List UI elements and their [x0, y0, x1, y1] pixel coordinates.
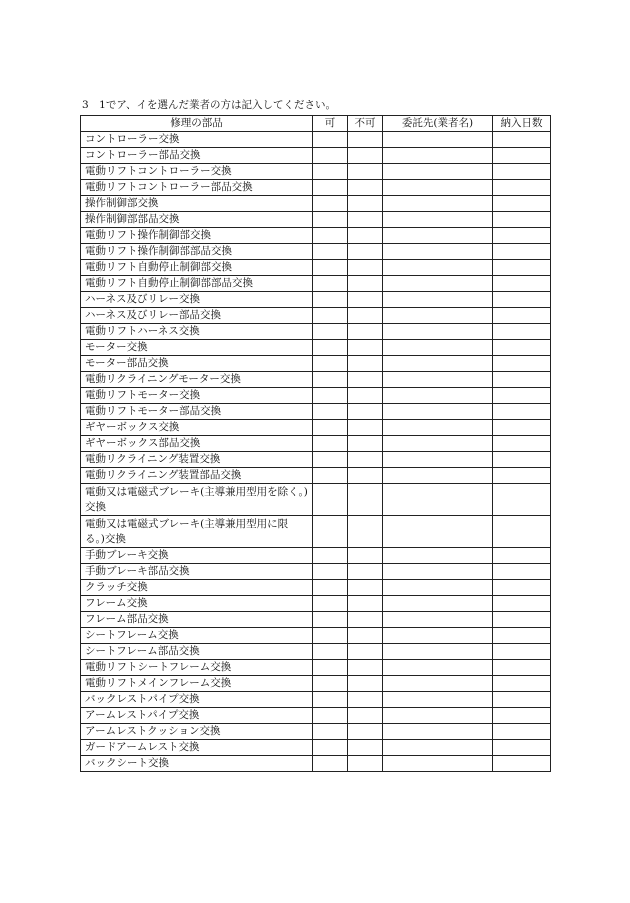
header-row [81, 116, 551, 132]
contractor-cell[interactable] [383, 724, 493, 740]
table-row [81, 676, 551, 692]
table-row [81, 356, 551, 372]
days-cell[interactable] [493, 212, 551, 228]
ng-cell[interactable] [348, 292, 383, 308]
days-cell[interactable] [493, 724, 551, 740]
days-cell[interactable] [493, 612, 551, 628]
ng-cell[interactable] [348, 740, 383, 756]
ng-cell[interactable] [348, 484, 383, 516]
part-name-cell: モーター部品交換 [81, 356, 313, 372]
contractor-cell[interactable] [383, 564, 493, 580]
days-cell[interactable] [493, 292, 551, 308]
table-row [81, 756, 551, 772]
table-row [81, 340, 551, 356]
ok-cell[interactable] [313, 196, 348, 212]
table-row [81, 260, 551, 276]
part-name-cell: 電動リクライニング装置交換 [81, 452, 313, 468]
part-name-cell: 電動リクライニング装置部品交換 [81, 468, 313, 484]
ok-cell[interactable] [313, 180, 348, 196]
ok-cell[interactable] [313, 404, 348, 420]
days-cell[interactable] [493, 420, 551, 436]
table-row [81, 612, 551, 628]
part-name-cell: 電動リフト自動停止制御部交換 [81, 260, 313, 276]
ng-cell[interactable] [348, 132, 383, 148]
days-cell[interactable] [493, 708, 551, 724]
ok-cell[interactable] [313, 356, 348, 372]
ng-cell[interactable] [348, 612, 383, 628]
ok-cell[interactable] [313, 484, 348, 516]
ng-cell[interactable] [348, 372, 383, 388]
contractor-cell[interactable] [383, 708, 493, 724]
ok-cell[interactable] [313, 260, 348, 276]
part-name-cell: 電動リフトハーネス交換 [81, 324, 313, 340]
ok-cell[interactable] [313, 676, 348, 692]
ok-cell[interactable] [313, 388, 348, 404]
days-cell[interactable] [493, 164, 551, 180]
contractor-cell[interactable] [383, 628, 493, 644]
table-row [81, 196, 551, 212]
col-header-ok: 可 [313, 116, 348, 132]
ng-cell[interactable] [348, 212, 383, 228]
contractor-cell[interactable] [383, 260, 493, 276]
days-cell[interactable] [493, 244, 551, 260]
days-cell[interactable] [493, 484, 551, 516]
ok-cell[interactable] [313, 692, 348, 708]
ng-cell[interactable] [348, 324, 383, 340]
contractor-cell[interactable] [383, 132, 493, 148]
ng-cell[interactable] [348, 148, 383, 164]
contractor-cell[interactable] [383, 692, 493, 708]
part-name-cell: ガードアームレスト交換 [81, 740, 313, 756]
ok-cell[interactable] [313, 548, 348, 564]
part-name-cell: フレーム交換 [81, 596, 313, 612]
part-name-cell: コントローラー部品交換 [81, 148, 313, 164]
ok-cell[interactable] [313, 756, 348, 772]
contractor-cell[interactable] [383, 644, 493, 660]
days-cell[interactable] [493, 228, 551, 244]
days-cell[interactable] [493, 308, 551, 324]
ok-cell[interactable] [313, 324, 348, 340]
part-name-cell: 操作制御部部品交換 [81, 212, 313, 228]
ng-cell[interactable] [348, 644, 383, 660]
contractor-cell[interactable] [383, 164, 493, 180]
contractor-cell[interactable] [383, 196, 493, 212]
contractor-cell[interactable] [383, 612, 493, 628]
table-row [81, 548, 551, 564]
ng-cell[interactable] [348, 228, 383, 244]
ok-cell[interactable] [313, 436, 348, 452]
days-cell[interactable] [493, 564, 551, 580]
ng-cell[interactable] [348, 340, 383, 356]
days-cell[interactable] [493, 404, 551, 420]
days-cell[interactable] [493, 740, 551, 756]
table-row [81, 292, 551, 308]
part-name-cell: 電動リフト操作制御部交換 [81, 228, 313, 244]
part-name-cell: 電動リフトコントローラー交換 [81, 164, 313, 180]
table-row [81, 148, 551, 164]
ng-cell[interactable] [348, 452, 383, 468]
days-cell[interactable] [493, 436, 551, 452]
days-cell[interactable] [493, 468, 551, 484]
contractor-cell[interactable] [383, 484, 493, 516]
contractor-cell[interactable] [383, 180, 493, 196]
part-name-cell: 電動リフトモーター交換 [81, 388, 313, 404]
section-heading: 3 1でア、イを選んだ業者の方は記入してください。 [82, 99, 337, 111]
ok-cell[interactable] [313, 340, 348, 356]
days-cell[interactable] [493, 324, 551, 340]
table-row [81, 516, 551, 548]
table-row [81, 212, 551, 228]
ok-cell[interactable] [313, 596, 348, 612]
ng-cell[interactable] [348, 516, 383, 548]
contractor-cell[interactable] [383, 596, 493, 612]
ng-cell[interactable] [348, 596, 383, 612]
table-row [81, 132, 551, 148]
part-name-cell: アームレストパイプ交換 [81, 708, 313, 724]
ok-cell[interactable] [313, 148, 348, 164]
ng-cell[interactable] [348, 436, 383, 452]
ng-cell[interactable] [348, 660, 383, 676]
table-row [81, 244, 551, 260]
contractor-cell[interactable] [383, 452, 493, 468]
table-row [81, 324, 551, 340]
ng-cell[interactable] [348, 356, 383, 372]
days-cell[interactable] [493, 372, 551, 388]
table-row [81, 580, 551, 596]
part-name-cell: 電動リフトモーター部品交換 [81, 404, 313, 420]
ng-cell[interactable] [348, 388, 383, 404]
ng-cell[interactable] [348, 276, 383, 292]
table-row [81, 564, 551, 580]
ok-cell[interactable] [313, 516, 348, 548]
days-cell[interactable] [493, 148, 551, 164]
table-row [81, 692, 551, 708]
days-cell[interactable] [493, 260, 551, 276]
part-name-cell: 電動リフトメインフレーム交換 [81, 676, 313, 692]
days-cell[interactable] [493, 580, 551, 596]
ok-cell[interactable] [313, 660, 348, 676]
table-row [81, 276, 551, 292]
contractor-cell[interactable] [383, 436, 493, 452]
contractor-cell[interactable] [383, 676, 493, 692]
ok-cell[interactable] [313, 612, 348, 628]
part-name-cell: 電動又は電磁式ブレーキ(主導兼用型用に限る。)交換 [81, 516, 313, 548]
part-name-cell: モーター交換 [81, 340, 313, 356]
ok-cell[interactable] [313, 292, 348, 308]
table-row [81, 484, 551, 516]
part-name-cell: ハーネス及びリレー交換 [81, 292, 313, 308]
part-name-cell: バックシート交換 [81, 756, 313, 772]
ng-cell[interactable] [348, 548, 383, 564]
contractor-cell[interactable] [383, 148, 493, 164]
contractor-cell[interactable] [383, 356, 493, 372]
ok-cell[interactable] [313, 276, 348, 292]
table-row [81, 404, 551, 420]
days-cell[interactable] [493, 196, 551, 212]
contractor-cell[interactable] [383, 516, 493, 548]
ok-cell[interactable] [313, 708, 348, 724]
table-row [81, 308, 551, 324]
ok-cell[interactable] [313, 580, 348, 596]
contractor-cell[interactable] [383, 548, 493, 564]
ok-cell[interactable] [313, 724, 348, 740]
part-name-cell: シートフレーム交換 [81, 628, 313, 644]
part-name-cell: ハーネス及びリレー部品交換 [81, 308, 313, 324]
part-name-cell: コントローラー交換 [81, 132, 313, 148]
part-name-cell: 電動リフト操作制御部部品交換 [81, 244, 313, 260]
contractor-cell[interactable] [383, 276, 493, 292]
ng-cell[interactable] [348, 404, 383, 420]
contractor-cell[interactable] [383, 228, 493, 244]
part-name-cell: クラッチ交換 [81, 580, 313, 596]
days-cell[interactable] [493, 644, 551, 660]
ok-cell[interactable] [313, 244, 348, 260]
days-cell[interactable] [493, 516, 551, 548]
contractor-cell[interactable] [383, 404, 493, 420]
contractor-cell[interactable] [383, 324, 493, 340]
ok-cell[interactable] [313, 628, 348, 644]
days-cell[interactable] [493, 628, 551, 644]
ok-cell[interactable] [313, 164, 348, 180]
ng-cell[interactable] [348, 180, 383, 196]
part-name-cell: ギヤーボックス部品交換 [81, 436, 313, 452]
days-cell[interactable] [493, 756, 551, 772]
col-header-ng: 不可 [348, 116, 383, 132]
days-cell[interactable] [493, 676, 551, 692]
days-cell[interactable] [493, 548, 551, 564]
contractor-cell[interactable] [383, 468, 493, 484]
contractor-cell[interactable] [383, 740, 493, 756]
contractor-cell[interactable] [383, 340, 493, 356]
ng-cell[interactable] [348, 260, 383, 276]
days-cell[interactable] [493, 660, 551, 676]
ng-cell[interactable] [348, 308, 383, 324]
part-name-cell: 電動リフト自動停止制御部部品交換 [81, 276, 313, 292]
table-row [81, 228, 551, 244]
part-name-cell: シートフレーム部品交換 [81, 644, 313, 660]
ok-cell[interactable] [313, 372, 348, 388]
contractor-cell[interactable] [383, 580, 493, 596]
contractor-cell[interactable] [383, 244, 493, 260]
ok-cell[interactable] [313, 212, 348, 228]
contractor-cell[interactable] [383, 660, 493, 676]
ok-cell[interactable] [313, 308, 348, 324]
part-name-cell: 手動ブレーキ部品交換 [81, 564, 313, 580]
ng-cell[interactable] [348, 628, 383, 644]
ng-cell[interactable] [348, 468, 383, 484]
ng-cell[interactable] [348, 580, 383, 596]
ng-cell[interactable] [348, 196, 383, 212]
table-row [81, 452, 551, 468]
part-name-cell: ギヤーボックス交換 [81, 420, 313, 436]
ok-cell[interactable] [313, 452, 348, 468]
part-name-cell: バックレストパイプ交換 [81, 692, 313, 708]
table-row [81, 660, 551, 676]
part-name-cell: アームレストクッション交換 [81, 724, 313, 740]
ng-cell[interactable] [348, 164, 383, 180]
table-row [81, 372, 551, 388]
days-cell[interactable] [493, 132, 551, 148]
part-name-cell: 電動リフトコントローラー部品交換 [81, 180, 313, 196]
part-name-cell: 手動ブレーキ交換 [81, 548, 313, 564]
table-row [81, 740, 551, 756]
ng-cell[interactable] [348, 244, 383, 260]
days-cell[interactable] [493, 180, 551, 196]
table-row [81, 644, 551, 660]
col-header-contractor: 委託先(業者名) [383, 116, 493, 132]
part-name-cell: 操作制御部交換 [81, 196, 313, 212]
col-header-days: 納入日数 [493, 116, 551, 132]
table-row [81, 388, 551, 404]
part-name-cell: フレーム部品交換 [81, 612, 313, 628]
days-cell[interactable] [493, 340, 551, 356]
contractor-cell[interactable] [383, 308, 493, 324]
days-cell[interactable] [493, 452, 551, 468]
contractor-cell[interactable] [383, 388, 493, 404]
ng-cell[interactable] [348, 692, 383, 708]
repair-parts-table [80, 115, 551, 772]
table-row [81, 724, 551, 740]
table-row [81, 708, 551, 724]
ok-cell[interactable] [313, 740, 348, 756]
table-row [81, 628, 551, 644]
table-row [81, 468, 551, 484]
part-name-cell: 電動リクライニングモーター交換 [81, 372, 313, 388]
part-name-cell: 電動リフトシートフレーム交換 [81, 660, 313, 676]
table-body [81, 132, 551, 772]
contractor-cell[interactable] [383, 420, 493, 436]
days-cell[interactable] [493, 388, 551, 404]
table-row [81, 596, 551, 612]
table-row [81, 164, 551, 180]
ok-cell[interactable] [313, 564, 348, 580]
table-row [81, 180, 551, 196]
days-cell[interactable] [493, 596, 551, 612]
part-name-cell: 電動又は電磁式ブレーキ(主導兼用型用を除く。)交換 [81, 484, 313, 516]
table-row [81, 420, 551, 436]
contractor-cell[interactable] [383, 212, 493, 228]
ok-cell[interactable] [313, 228, 348, 244]
col-header-part: 修理の部品 [81, 116, 313, 132]
contractor-cell[interactable] [383, 372, 493, 388]
ng-cell[interactable] [348, 564, 383, 580]
days-cell[interactable] [493, 276, 551, 292]
ng-cell[interactable] [348, 676, 383, 692]
ok-cell[interactable] [313, 420, 348, 436]
table-row [81, 436, 551, 452]
ng-cell[interactable] [348, 708, 383, 724]
contractor-cell[interactable] [383, 756, 493, 772]
contractor-cell[interactable] [383, 292, 493, 308]
days-cell[interactable] [493, 356, 551, 372]
ok-cell[interactable] [313, 468, 348, 484]
ok-cell[interactable] [313, 644, 348, 660]
ng-cell[interactable] [348, 724, 383, 740]
ng-cell[interactable] [348, 756, 383, 772]
ng-cell[interactable] [348, 420, 383, 436]
ok-cell[interactable] [313, 132, 348, 148]
days-cell[interactable] [493, 692, 551, 708]
